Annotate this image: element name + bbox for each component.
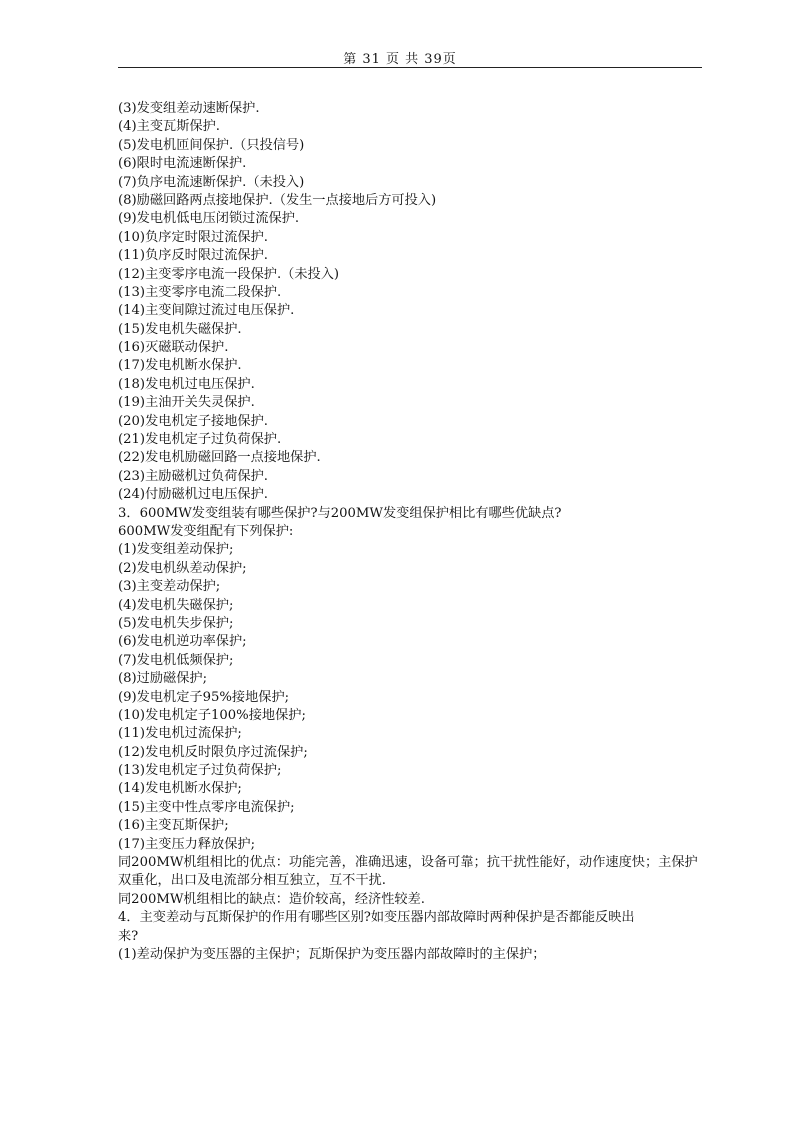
list-item-line: (7)负序电流速断保护.（未投入) <box>118 174 305 190</box>
list-item-line: (10)负序定时限过流保护. <box>118 229 268 245</box>
question-heading: 3．600MW发变组装有哪些保护?与200MW发变组保护相比有哪些优缺点? <box>118 505 562 521</box>
list-item-line: (15)发电机失磁保护. <box>118 321 242 337</box>
list-item-line: (16)灭磁联动保护. <box>118 340 229 356</box>
list-item-line: (5)发电机匝间保护.（只投信号) <box>118 137 305 153</box>
list-item-line: (24)付励磁机过电压保护. <box>118 487 268 503</box>
list-item-line: (2)发电机纵差动保护; <box>118 560 247 576</box>
list-item-line: (15)主变中性点零序电流保护; <box>118 799 295 815</box>
answer-line: (1)差动保护为变压器的主保护；瓦斯保护为变压器内部故障时的主保护； <box>118 947 546 963</box>
list-item-line: (14)主变间隙过流过电压保护. <box>118 303 295 319</box>
document-body <box>118 100 702 964</box>
list-item-line: (3)主变差动保护; <box>118 579 221 595</box>
list-item-line: (13)主变零序电流二段保护. <box>118 284 282 300</box>
list-item-line: (4)主变瓦斯保护. <box>118 119 220 135</box>
list-item-line: (12)发电机反时限负序过流保护; <box>118 744 308 760</box>
list-item-line: (23)主励磁机过负荷保护. <box>118 468 268 484</box>
list-item-line: (17)发电机断水保护. <box>118 358 242 374</box>
list-item-line: (3)发变组差动速断保护. <box>118 101 260 116</box>
list-item-line: (14)发电机断水保护; <box>118 781 242 797</box>
list-item-line: (6)发电机逆功率保护; <box>118 634 247 650</box>
question-heading: 4．主变差动与瓦斯保护的作用有哪些区别?如变压器内部故障时两种保护是否都能反映出来? <box>118 910 635 944</box>
list-item-line: (4)发电机失磁保护; <box>118 597 234 613</box>
page-number-header: 第 31 页 共 39页 <box>343 52 457 67</box>
list-item-line: (9)发电机定子95%接地保护; <box>118 689 290 705</box>
list-item-line: (11)负序反时限过流保护. <box>118 248 268 264</box>
advantages-paragraph: 同200MW机组相比的优点：功能完善，准确迅速，设备可靠；抗干扰性能好，动作速度快；主保护双重化，出口及电流部分相互独立，互不干扰. <box>118 855 698 889</box>
list-item-line: (10)发电机定子100%接地保护; <box>118 707 306 723</box>
list-item-line: (5)发电机失步保护; <box>118 615 234 631</box>
answer-intro: 600MW发变组配有下列保护: <box>118 523 294 539</box>
list-item-line: (17)主变压力释放保护; <box>118 836 256 852</box>
list-item-line: (18)发电机过电压保护. <box>118 376 255 392</box>
list-item-line: (8)励磁回路两点接地保护.（发生一点接地后方可投入) <box>118 192 437 208</box>
list-item-line: (21)发电机定子过负荷保护. <box>118 432 282 448</box>
list-item-line: (7)发电机低频保护; <box>118 652 234 668</box>
list-item-line: (6)限时电流速断保护. <box>118 156 247 172</box>
disadvantages-line: 同200MW机组相比的缺点：造价较高，经济性较差. <box>118 891 425 907</box>
list-item-line: (12)主变零序电流一段保护.（未投入) <box>118 266 340 282</box>
list-item-line: (13)发电机定子过负荷保护; <box>118 763 282 779</box>
list-item-line: (22)发电机励磁回路一点接地保护. <box>118 450 321 466</box>
list-item-line: (8)过励磁保护; <box>118 671 208 687</box>
list-item-line: (16)主变瓦斯保护; <box>118 818 229 834</box>
list-item-line: (11)发电机过流保护; <box>118 726 242 742</box>
list-item-line: (19)主油开关失灵保护. <box>118 395 255 411</box>
list-item-line: (9)发电机低电压闭锁过流保护. <box>118 211 300 227</box>
list-item-line: (1)发变组差动保护; <box>118 542 234 558</box>
list-item-line: (20)发电机定子接地保护. <box>118 413 268 429</box>
header-divider <box>118 67 702 68</box>
